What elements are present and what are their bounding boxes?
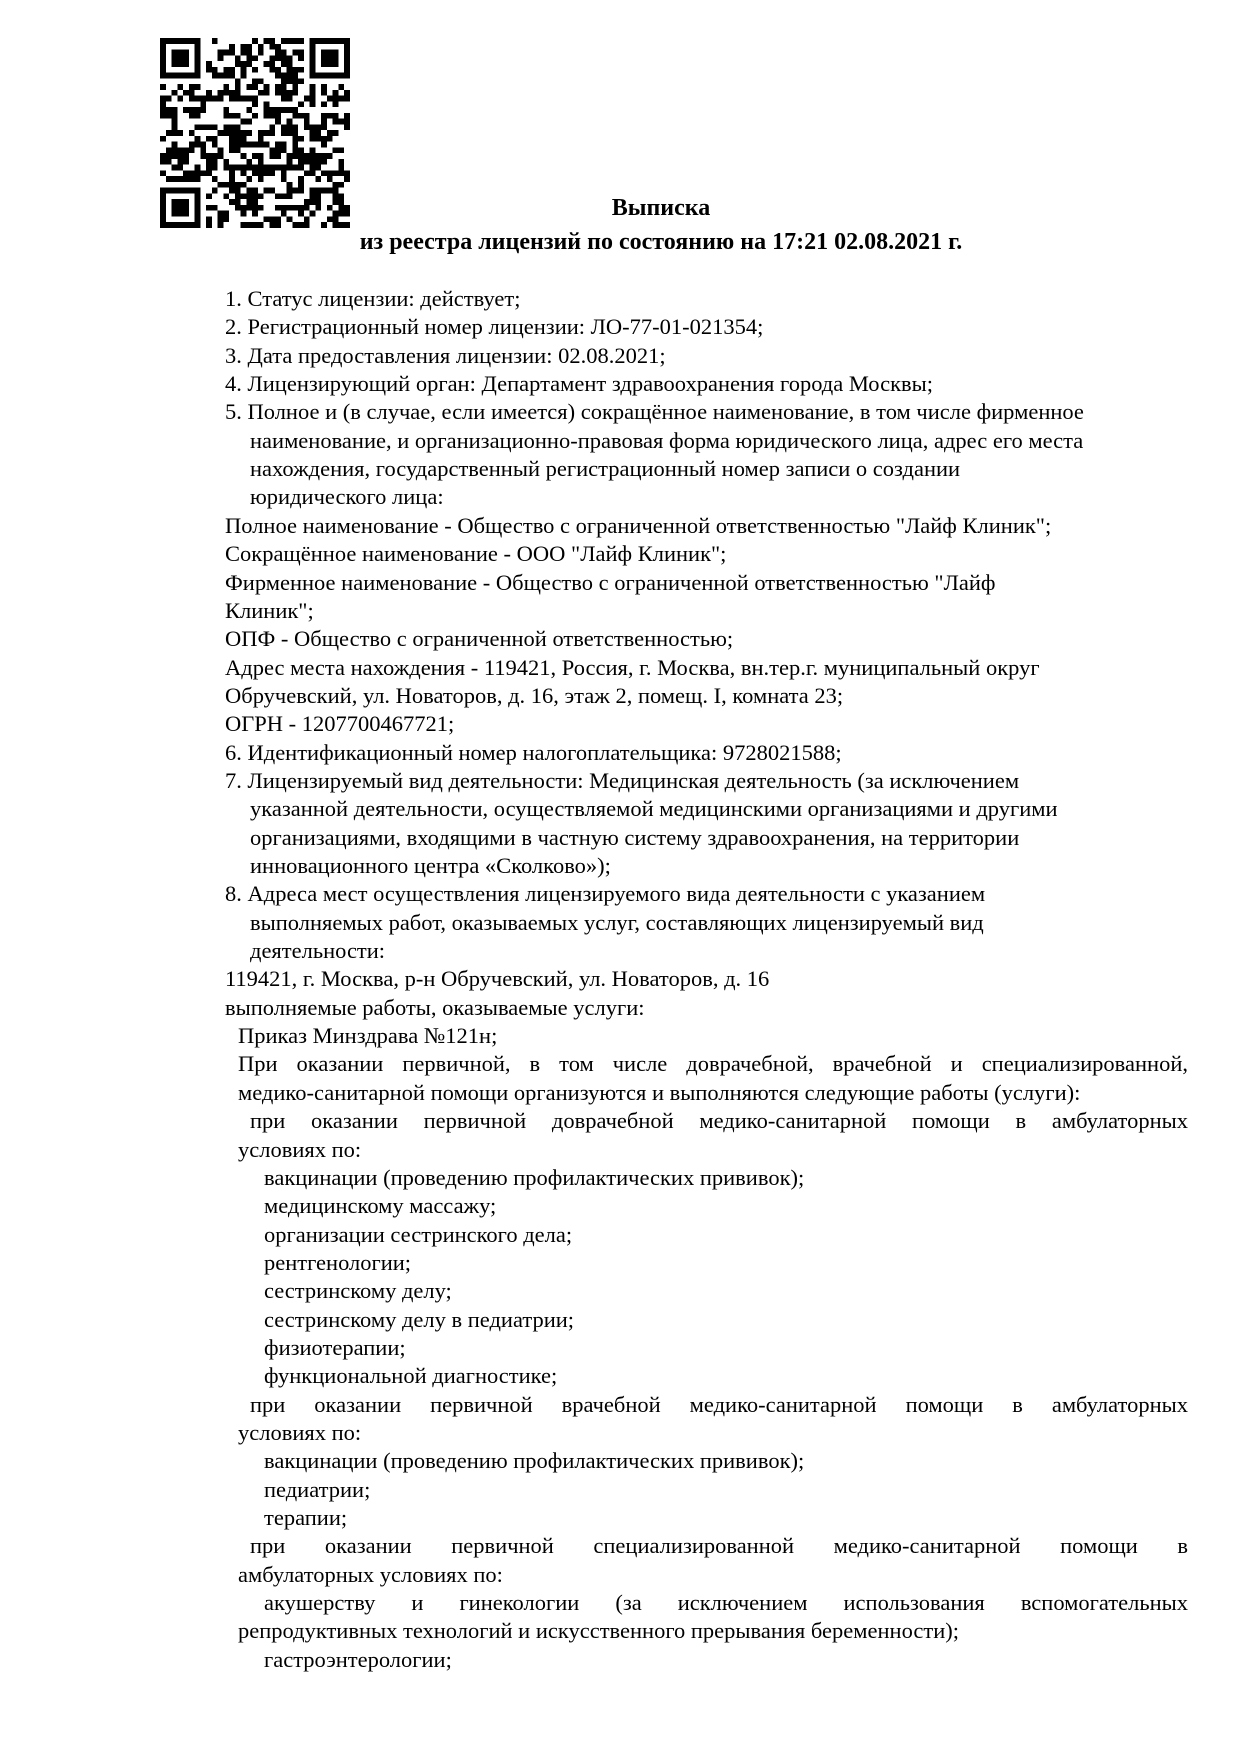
document-line: Сокращённое наименование - ООО "Лайф Клиник"; [225, 541, 727, 567]
document-line: педиатрии; [264, 1476, 371, 1502]
document-line: физиотерапии; [264, 1334, 406, 1360]
document-line: сестринскому делу; [264, 1278, 452, 1304]
document-subtitle: из реестра лицензий по состоянию на 17:21 02.08.2021 г. [359, 229, 963, 255]
document-line: Обручевский, ул. Новаторов, д. 16, этаж 2, помещ. I, комната 23; [225, 682, 844, 708]
document-title: Выписка [611, 195, 711, 221]
document-line: условиях по: [238, 1420, 362, 1445]
document-line: При оказании первичной, в том числе доврачебной, врачебной и специализированной, [238, 1051, 1188, 1077]
document-line: терапии; [264, 1505, 348, 1531]
document-line: 4. Лицензирующий орган: Департамент здравоохранения города Москвы; [225, 371, 934, 397]
document-line: 5. Полное и (в случае, если имеется) сокращённое наименование, в том числе фирменное [225, 399, 1084, 425]
document-line: ОПФ - Общество с ограниченной ответственностью; [225, 626, 734, 652]
document-line: при оказании первичной специализированной медико-санитарной помощи в [250, 1533, 1188, 1559]
document-line: репродуктивных технологий и искусственного прерывания беременности); [238, 1618, 959, 1644]
document-line: организации сестринского дела; [264, 1221, 573, 1247]
document-line: Фирменное наименование - Общество с ограниченной ответственностью "Лайф [225, 569, 996, 595]
document-line: вакцинации (проведению профилактических прививок); [264, 1164, 805, 1190]
document-line: акушерству и гинекологии (за исключением использования вспомогательных [264, 1590, 1188, 1616]
document-line: Клиник"; [225, 597, 314, 623]
document-line: 8. Адреса мест осуществления лицензируемого вида деятельности с указанием [225, 881, 986, 907]
document-line: выполняемые работы, оказываемые услуги: [225, 994, 645, 1020]
document-line: 119421, г. Москва, р-н Обручевский, ул. Новаторов, д. 16 [225, 966, 770, 992]
document-line: гастроэнтерологии; [264, 1646, 452, 1672]
document-line: функциональной диагностике; [264, 1363, 558, 1389]
document-line: при оказании первичной врачебной медико-санитарной помощи в амбулаторных [250, 1391, 1188, 1417]
document-line: 1. Статус лицензии: действует; [225, 286, 521, 311]
document-line: 7. Лицензируемый вид деятельности: Медицинская деятельность (за исключением [225, 767, 1020, 793]
document-line: медицинскому массажу; [264, 1193, 497, 1219]
document-line: ОГРН - 1207700467721; [225, 711, 455, 737]
document-line: 6. Идентификационный номер налогоплательщика: 9728021588; [225, 739, 842, 765]
document-line: амбулаторных условиях по: [238, 1561, 503, 1587]
document-line: Приказ Минздрава №121н; [238, 1023, 498, 1049]
document-line: Адрес места нахождения - 119421, Россия, г. Москва, вн.тер.г. муниципальный округ [225, 654, 1040, 680]
document-line: сестринскому делу в педиатрии; [264, 1306, 575, 1332]
document-line: 3. Дата предоставления лицензии: 02.08.2021; [225, 342, 666, 368]
document-line: деятельности: [250, 938, 386, 964]
document-line: 2. Регистрационный номер лицензии: ЛО-77-01-021354; [225, 314, 764, 340]
document-line: указанной деятельности, осуществляемой медицинскими организациями и другими [250, 796, 1058, 822]
document-line: медико-санитарной помощи организуются и выполняются следующие работы (услуги): [238, 1079, 1081, 1105]
document-line: организациями, входящими в частную систему здравоохранения, на территории [250, 824, 1020, 850]
document-line: вакцинации (проведению профилактических прививок); [264, 1448, 805, 1474]
document-line: рентгенологии; [264, 1249, 412, 1275]
document-line: нахождения, государственный регистрационный номер записи о создании [250, 456, 961, 482]
document-line: Полное наименование - Общество с ограниченной ответственностью "Лайф Клиник"; [225, 512, 1052, 538]
document-line: юридического лица: [250, 484, 444, 510]
document-line: при оказании первичной доврачебной медико-санитарной помощи в амбулаторных [250, 1108, 1188, 1134]
document-line: инновационного центра «Сколково»); [250, 853, 611, 878]
document-line: выполняемых работ, оказываемых услуг, составляющих лицензируемый вид [250, 909, 984, 935]
document-line: условиях по: [238, 1136, 362, 1162]
document-line: наименование, и организационно-правовая форма юридического лица, адрес его места [250, 427, 1084, 453]
